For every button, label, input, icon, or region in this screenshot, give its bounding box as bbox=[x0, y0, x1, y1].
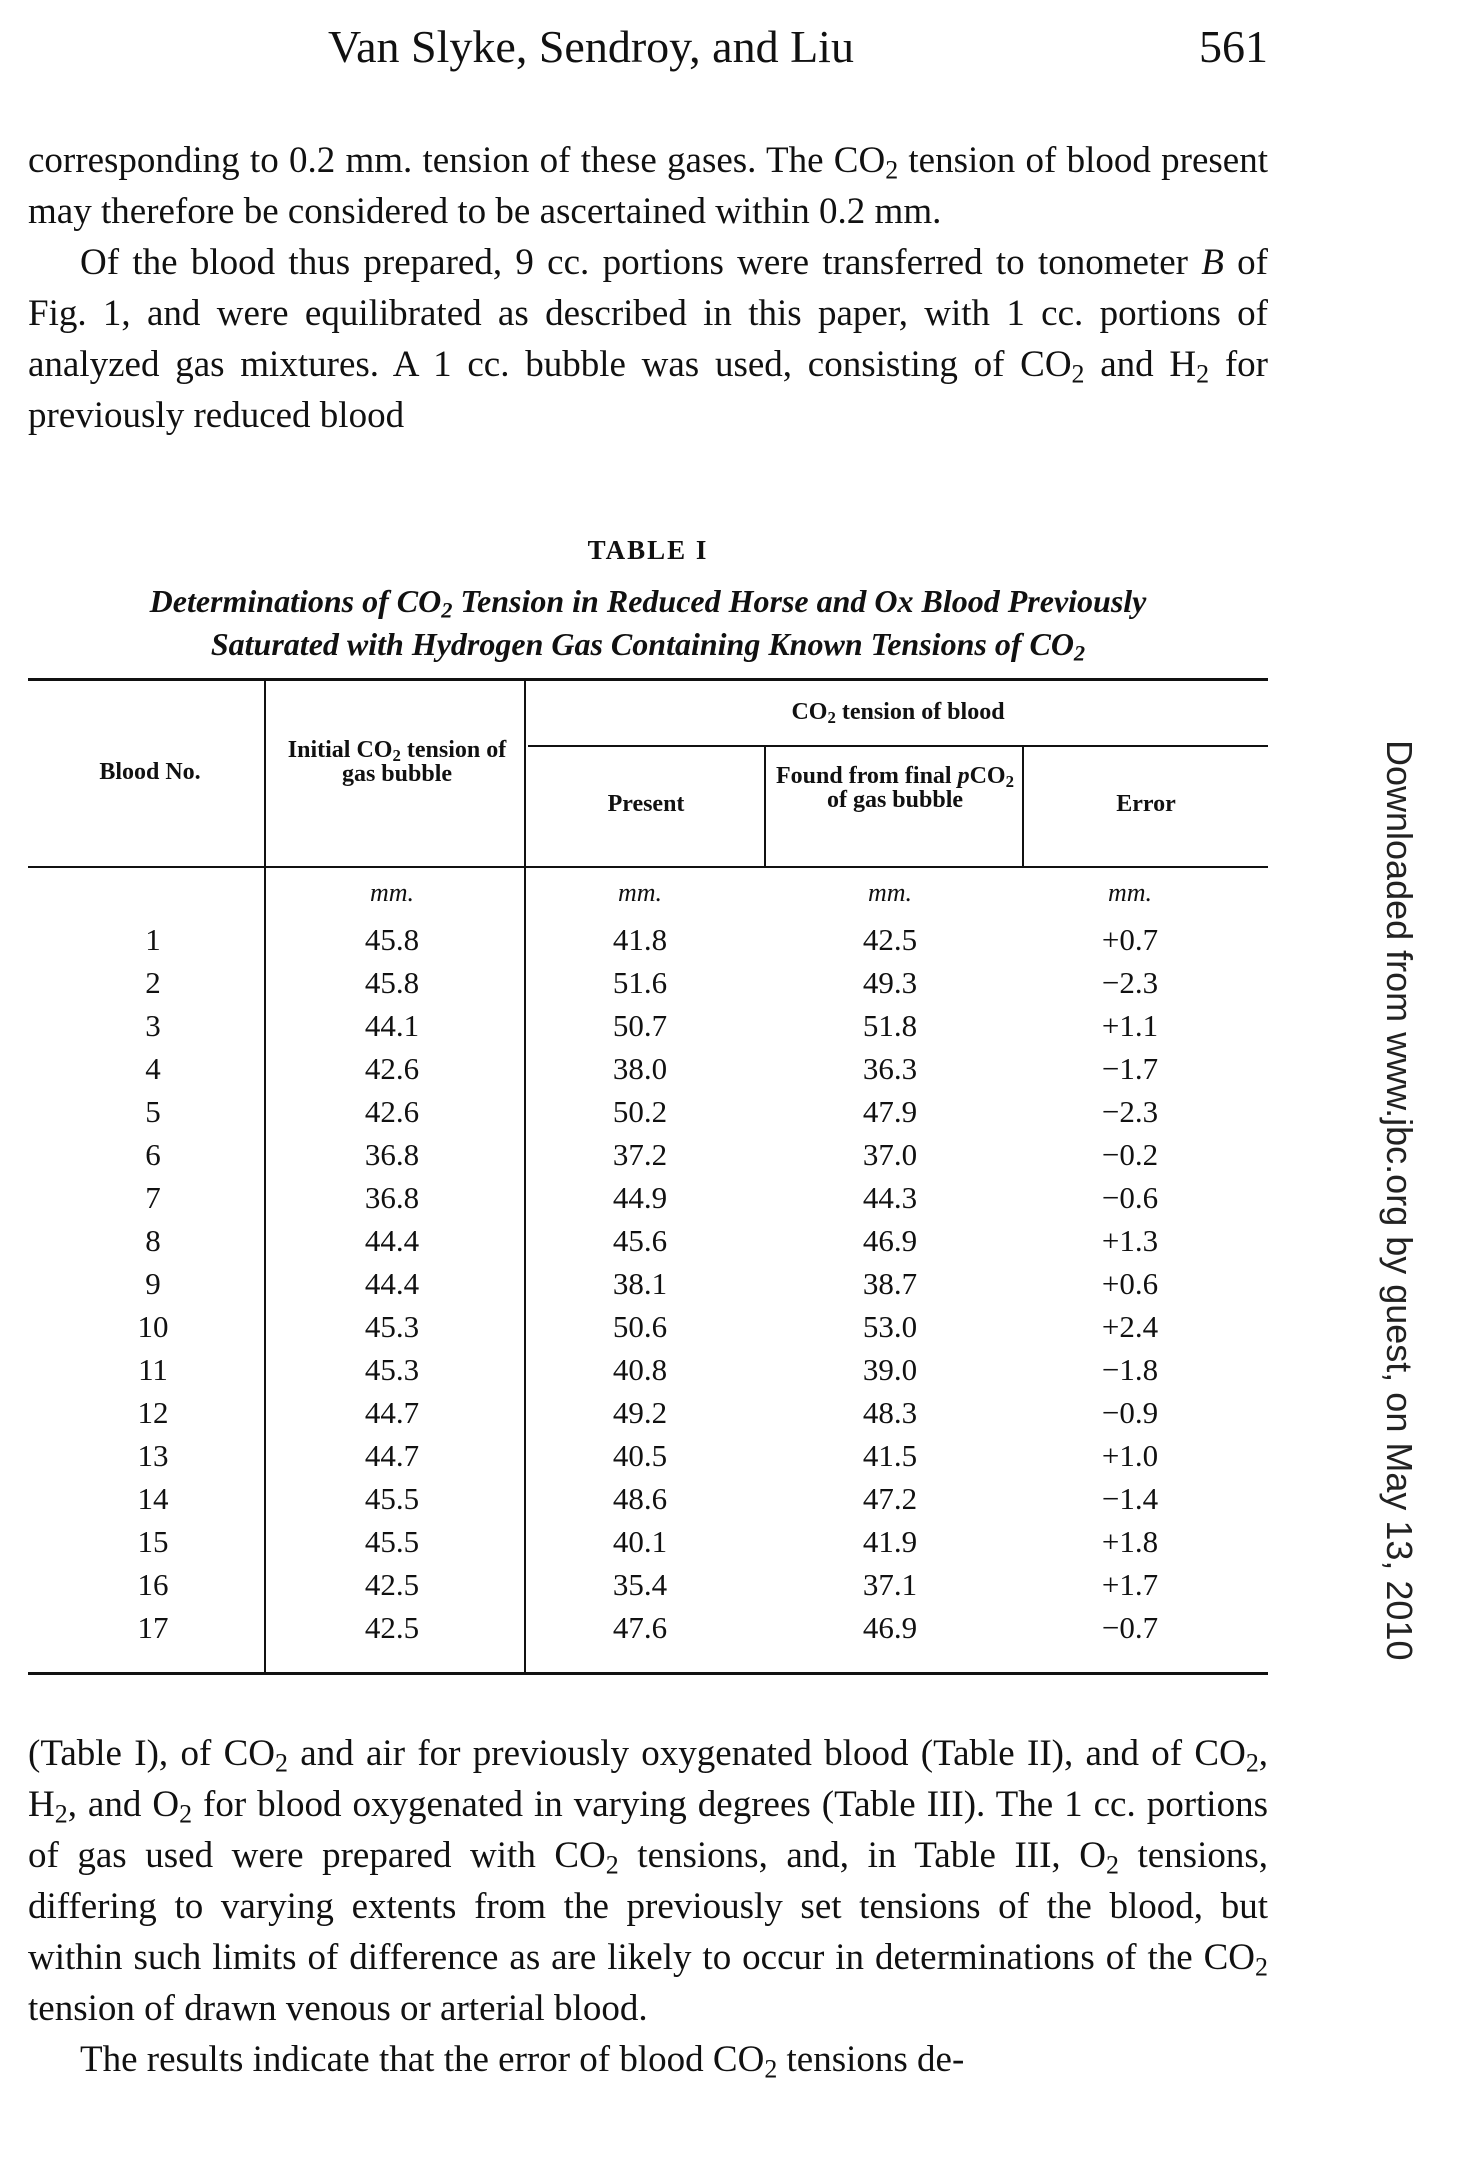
intro-paragraph-1: corresponding to 0.2 mm. tension of these gases. The $CO_2$ tension of blood present may therefore be considered to be ascertained within 0.2 mm. bbox=[28, 140, 1268, 232]
table-row: 9 44.4 38.1 38.7 +0.6 bbox=[145, 1266, 1159, 1301]
table-row: 15 45.5 40.1 41.9 +1.8 bbox=[137, 1524, 1159, 1559]
table-row: 1 45.8 41.8 42.5 +0.7 bbox=[145, 922, 1159, 957]
table-row: 6 36.8 37.2 37.0 −0.2 bbox=[145, 1137, 1159, 1172]
header-present: Present bbox=[607, 791, 685, 817]
table-row: 8 44.4 45.6 46.9 +1.3 bbox=[145, 1223, 1159, 1258]
header-found: Found from final pCO$_2$ of gas bubble bbox=[776, 763, 1014, 813]
outro-paragraph-1: (Table I), of $CO_2$ and air for previously oxygenated blood (Table II), and of $CO_2$, $H_2$, and $O_2$ for blood oxygenated in varying degrees (Table III). The 1 cc. portions of gas used were prepared with $CO_2$ tensions, and, in Table III, $O_2$ tensions, differing to varying extents from the previously set tensions of the blood, but within such limits of difference as are likely to occur in determinations of the $CO_2$ tension of drawn venous or arterial blood. bbox=[28, 1733, 1269, 2029]
table-row: 16 42.5 35.4 37.1 +1.7 bbox=[137, 1567, 1159, 1602]
header-blood-no: Blood No. bbox=[99, 759, 201, 785]
table-row: 11 45.3 40.8 39.0 −1.8 bbox=[138, 1352, 1159, 1387]
unit-found: mm. bbox=[867, 878, 913, 907]
running-head-authors: Van Slyke, Sendroy, and Liu bbox=[328, 21, 854, 72]
table-row: 10 45.3 50.6 53.0 +2.4 bbox=[137, 1309, 1159, 1344]
outro-text bbox=[28, 1728, 1268, 2085]
header-group-co2-tension: $CO_2$ tension of blood bbox=[791, 699, 1005, 728]
table-row: 3 44.1 50.7 51.8 +1.1 bbox=[145, 1008, 1159, 1043]
download-watermark: Downloaded from www.jbc.org by guest, on May 13, 2010 bbox=[1379, 740, 1420, 1661]
table-row: 5 42.6 50.2 47.9 −2.3 bbox=[145, 1094, 1159, 1129]
group-header-rule bbox=[528, 745, 1268, 747]
intro-paragraph-2: Of the blood thus prepared, 9 cc. portions were transferred to tonometer B of Fig. 1, and were equilibrated as described in this paper, with 1 cc. portions of analyzed gas mixtures. A 1 cc. bubble was used, consisting of $CO_2$ and $H_2$ for previously reduced blood bbox=[28, 242, 1268, 436]
table-row: 14 45.5 48.6 47.2 −1.4 bbox=[137, 1481, 1159, 1516]
table-caption: Determinations of $CO_2$ Tension in Reduced Horse and Ox Blood Previously Saturated with Hydrogen Gas Containing Known Tensions of $CO_2$ bbox=[149, 583, 1147, 666]
table-row: 2 45.8 51.6 49.3 −2.3 bbox=[145, 965, 1159, 1000]
column-divider-4 bbox=[1022, 747, 1024, 866]
table-row: 7 36.8 44.9 44.3 −0.6 bbox=[145, 1180, 1159, 1215]
header-bottom-rule bbox=[28, 866, 1268, 868]
page-number: 561 bbox=[1199, 21, 1268, 72]
unit-present: mm. bbox=[617, 878, 663, 907]
table-bottom-rule bbox=[28, 1672, 1268, 1675]
table-top-rule bbox=[28, 678, 1268, 681]
column-divider-3 bbox=[764, 747, 766, 866]
unit-error: mm. bbox=[1107, 878, 1153, 907]
table-label: TABLE I bbox=[587, 535, 709, 565]
unit-initial: mm. bbox=[369, 878, 415, 907]
header-error: Error bbox=[1116, 791, 1176, 817]
table-row: 4 42.6 38.0 36.3 −1.7 bbox=[145, 1051, 1159, 1086]
table-row: 13 44.7 40.5 41.5 +1.0 bbox=[137, 1438, 1159, 1473]
header-initial-tension: Initial $CO_2$ tension of gas bubble bbox=[287, 737, 507, 787]
table-row: 17 42.5 47.6 46.9 −0.7 bbox=[137, 1610, 1159, 1645]
outro-paragraph-2: The results indicate that the error of blood $CO_2$ tensions de- bbox=[80, 2039, 965, 2084]
intro-text bbox=[28, 135, 1268, 441]
table-row: 12 44.7 49.2 48.3 −0.9 bbox=[137, 1395, 1159, 1430]
page-header bbox=[28, 20, 1268, 90]
